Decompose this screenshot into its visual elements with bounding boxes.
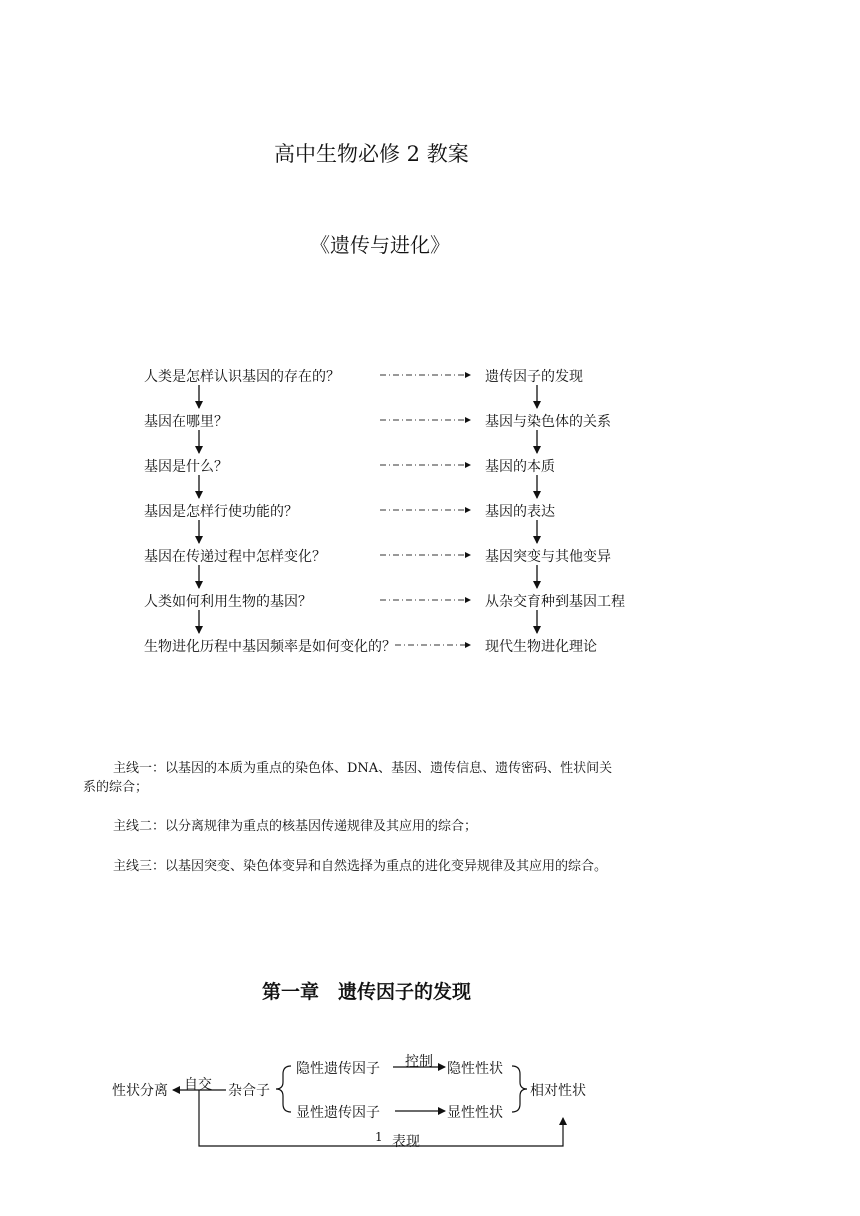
answer-3: 基因的本质 (485, 459, 555, 475)
trait-separation-label: 性状分离 (112, 1083, 168, 1099)
relative-traits-label: 相对性状 (530, 1083, 586, 1099)
dominant-factor-label: 显性遗传因子 (296, 1105, 380, 1121)
document-title: 高中生物必修 2 教案 (274, 142, 469, 166)
expression-label: 表现 (392, 1134, 420, 1150)
control-label: 控制 (405, 1054, 433, 1070)
question-1: 人类是怎样认识基因的存在的？ (144, 369, 340, 385)
question-4: 基因是怎样行使功能的？ (144, 504, 298, 520)
chapter-title: 第一章 遗传因子的发现 (262, 981, 472, 1003)
mainline-2: 主线二：以分离规律为重点的核基因传递规律及其应用的综合； (113, 819, 478, 834)
answer-4: 基因的表达 (485, 504, 555, 520)
document-subtitle: 《遗传与进化》 (310, 233, 450, 257)
dominant-trait-label: 显性性状 (447, 1105, 503, 1121)
question-7: 生物进化历程中基因频率是如何变化的？ (144, 639, 396, 655)
answer-1: 遗传因子的发现 (485, 369, 583, 385)
mainline-3: 主线三：以基因突变、染色体变异和自然选择为重点的进化变异规律及其应用的综合。 (113, 859, 608, 874)
question-2: 基因在哪里？ (144, 414, 228, 430)
number-one-label: 1 (375, 1130, 383, 1144)
answer-2: 基因与染色体的关系 (485, 414, 611, 430)
right-brace (512, 1066, 527, 1112)
answer-6: 从杂交育种到基因工程 (485, 594, 625, 610)
question-3: 基因是什么？ (144, 459, 228, 475)
left-brace (276, 1066, 291, 1112)
answer-5: 基因突变与其他变异 (485, 549, 611, 565)
question-5: 基因在传递过程中怎样变化？ (144, 549, 326, 565)
answer-7: 现代生物进化理论 (485, 639, 597, 655)
mainline-1-line-2: 系的综合； (83, 780, 149, 795)
mainline-1-line-1: 主线一：以基因的本质为重点的染色体、DNA、基因、遗传信息、遗传密码、性状间关 (113, 761, 613, 776)
hybrid-label: 杂合子 (228, 1083, 270, 1099)
selfing-label: 自交 (184, 1077, 212, 1093)
recessive-trait-label: 隐性性状 (447, 1061, 503, 1077)
question-6: 人类如何利用生物的基因？ (144, 594, 312, 610)
recessive-factor-label: 隐性遗传因子 (296, 1061, 380, 1077)
